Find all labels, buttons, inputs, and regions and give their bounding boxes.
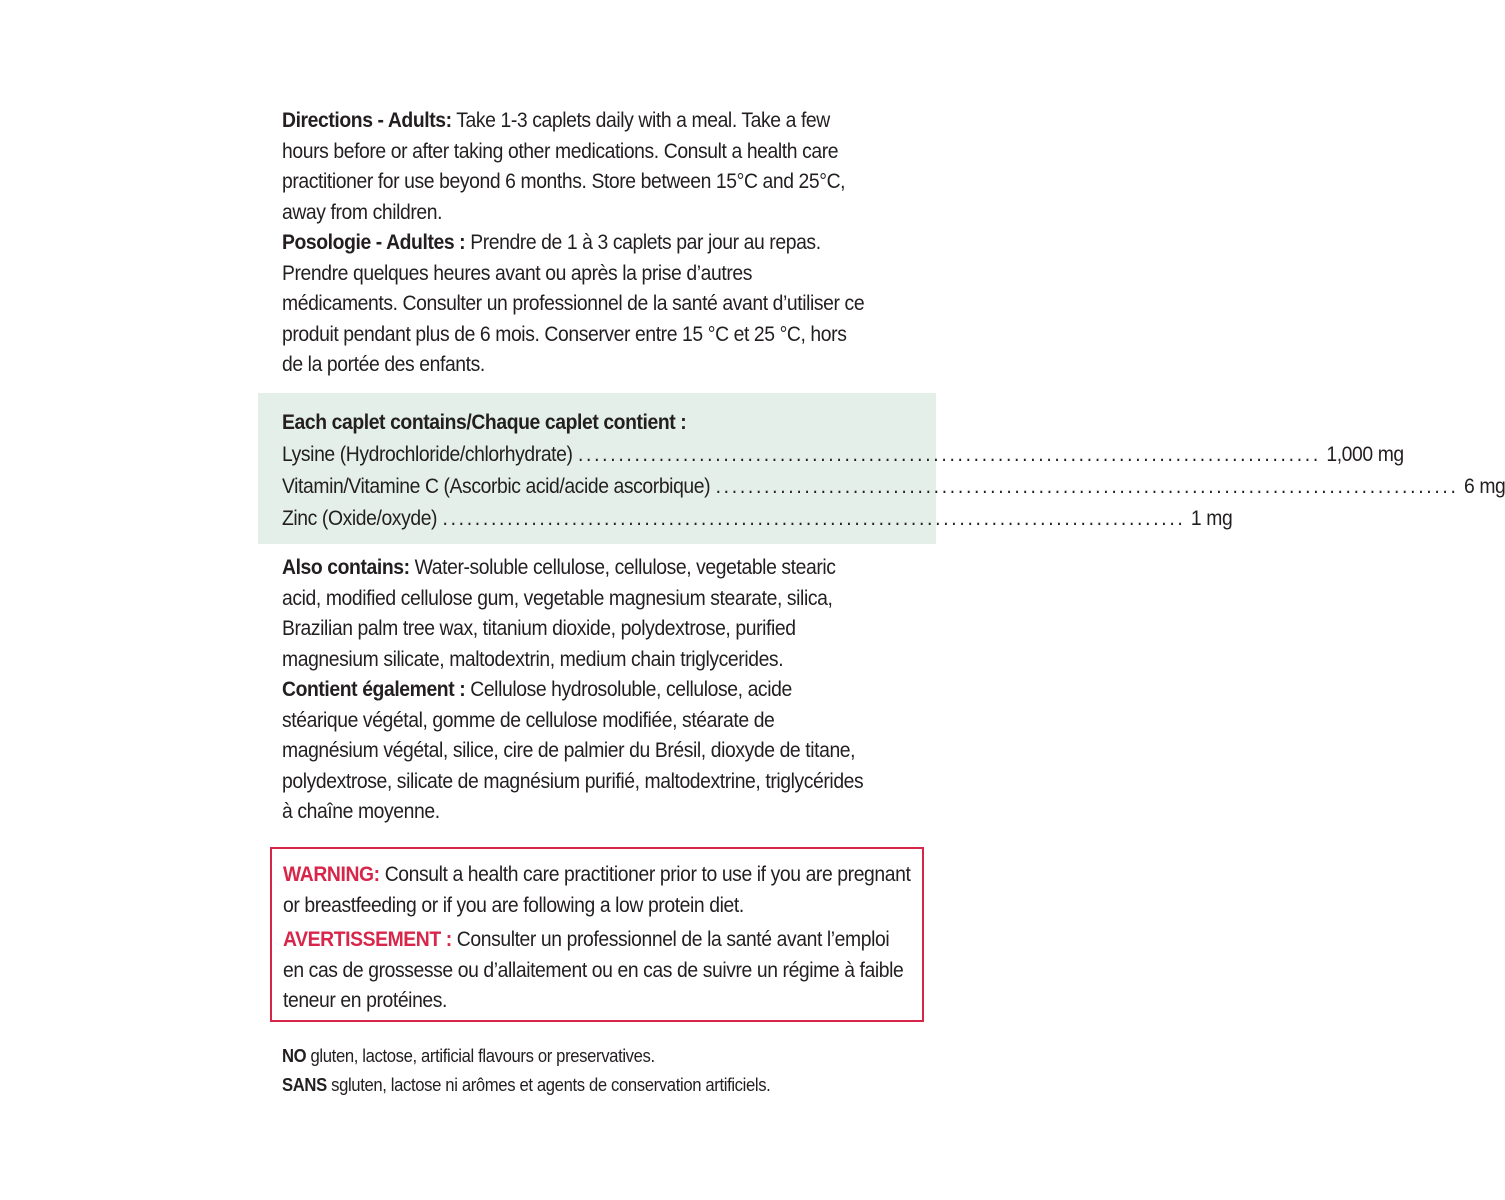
ingredient-row [282, 470, 1505, 502]
free-from-english-text: gluten, lactose, artificial flavours or preservatives. [310, 1045, 655, 1066]
warning-content [283, 859, 913, 1016]
free-from-english-label: NO [282, 1045, 307, 1066]
contains-content [282, 406, 1505, 534]
also-contains-french [282, 674, 867, 827]
directions-english [282, 105, 867, 227]
directions-section [282, 105, 867, 380]
free-from-section [282, 1041, 867, 1099]
also-contains-english-text: Water-soluble cellulose, cellulose, vegetable stearic acid, modified cellulose gum, vegetable magnesium stearate, silica, Brazilian palm tree wax, titanium dioxide, polydextrose, purified magnesium silicate, maltodextrin, medium chain triglycerides. [282, 555, 836, 671]
ingredient-row [282, 502, 1233, 534]
contains-title: Each caplet contains/Chaque caplet contient : [282, 410, 687, 434]
also-contains-english [282, 552, 867, 674]
also-contains-section [282, 552, 867, 827]
ingredient-name: Vitamin/Vitamine C (Ascorbic acid/acide ascorbique) [282, 474, 711, 498]
free-from-english [282, 1041, 867, 1070]
warning-french-label: AVERTISSEMENT : [283, 927, 452, 951]
ingredient-amount: 1 mg [1190, 506, 1233, 530]
free-from-french [282, 1070, 867, 1099]
ingredient-name: Lysine (Hydrochloride/chlorhydrate) [282, 442, 573, 466]
also-contains-french-label: Contient également : [282, 677, 466, 701]
dot-leader: ............................................................................................ [715, 474, 1459, 498]
contains-panel [258, 393, 1505, 544]
warning-english [283, 859, 913, 920]
dot-leader: ............................................................................................ [442, 506, 1186, 530]
ingredient-name: Zinc (Oxide/oxyde) [282, 506, 438, 530]
free-from-french-label: SANS [282, 1074, 327, 1095]
warning-french [283, 924, 913, 1016]
directions-english-label: Directions - Adults: [282, 108, 452, 132]
warning-english-text: Consult a health care practitioner prior to use if you are pregnant or breastfeeding or if you are following a low protein diet. [283, 862, 911, 917]
free-from-french-text: sgluten, lactose ni arômes et agents de conservation artificiels. [331, 1074, 771, 1095]
dot-leader: ............................................................................................ [577, 442, 1321, 466]
warning-panel [270, 847, 924, 1022]
warning-french-text: Consulter un professionnel de la santé avant l’emploi en cas de grossesse ou d’allaitement ou en cas de suivre un régime à faible teneur en protéines. [283, 927, 904, 1012]
directions-english-text: Take 1-3 caplets daily with a meal. Take a few hours before or after taking other medications. Consult a health care practitioner for use beyond 6 months. Store between 15°C and 25°C, away from children. [282, 108, 846, 224]
ingredient-amount: 1,000 mg [1326, 442, 1404, 466]
ingredient-amount: 6 mg [1463, 474, 1505, 498]
directions-french-label: Posologie - Adultes : [282, 230, 466, 254]
warning-english-label: WARNING: [283, 862, 380, 886]
directions-french-text: Prendre de 1 à 3 caplets par jour au repas. Prendre quelques heures avant ou après la prise d’autres médicaments. Consulter un professionnel de la santé avant d’utiliser ce produit pendant plus de 6 mois. Conserver entre 15 °C et 25 °C, hors de la portée des enfants. [282, 230, 865, 376]
ingredient-row [282, 438, 1404, 470]
also-contains-english-label: Also contains: [282, 555, 410, 579]
also-contains-french-text: Cellulose hydrosoluble, cellulose, acide stéarique végétal, gomme de cellulose modifiée, stéarate de magnésium végétal, silice, cire de palmier du Brésil, dioxyde de titane, polydextrose, silicate de magnésium purifié, maltodextrine, triglycérides à chaîne moyenne. [282, 677, 864, 823]
directions-french [282, 227, 867, 380]
